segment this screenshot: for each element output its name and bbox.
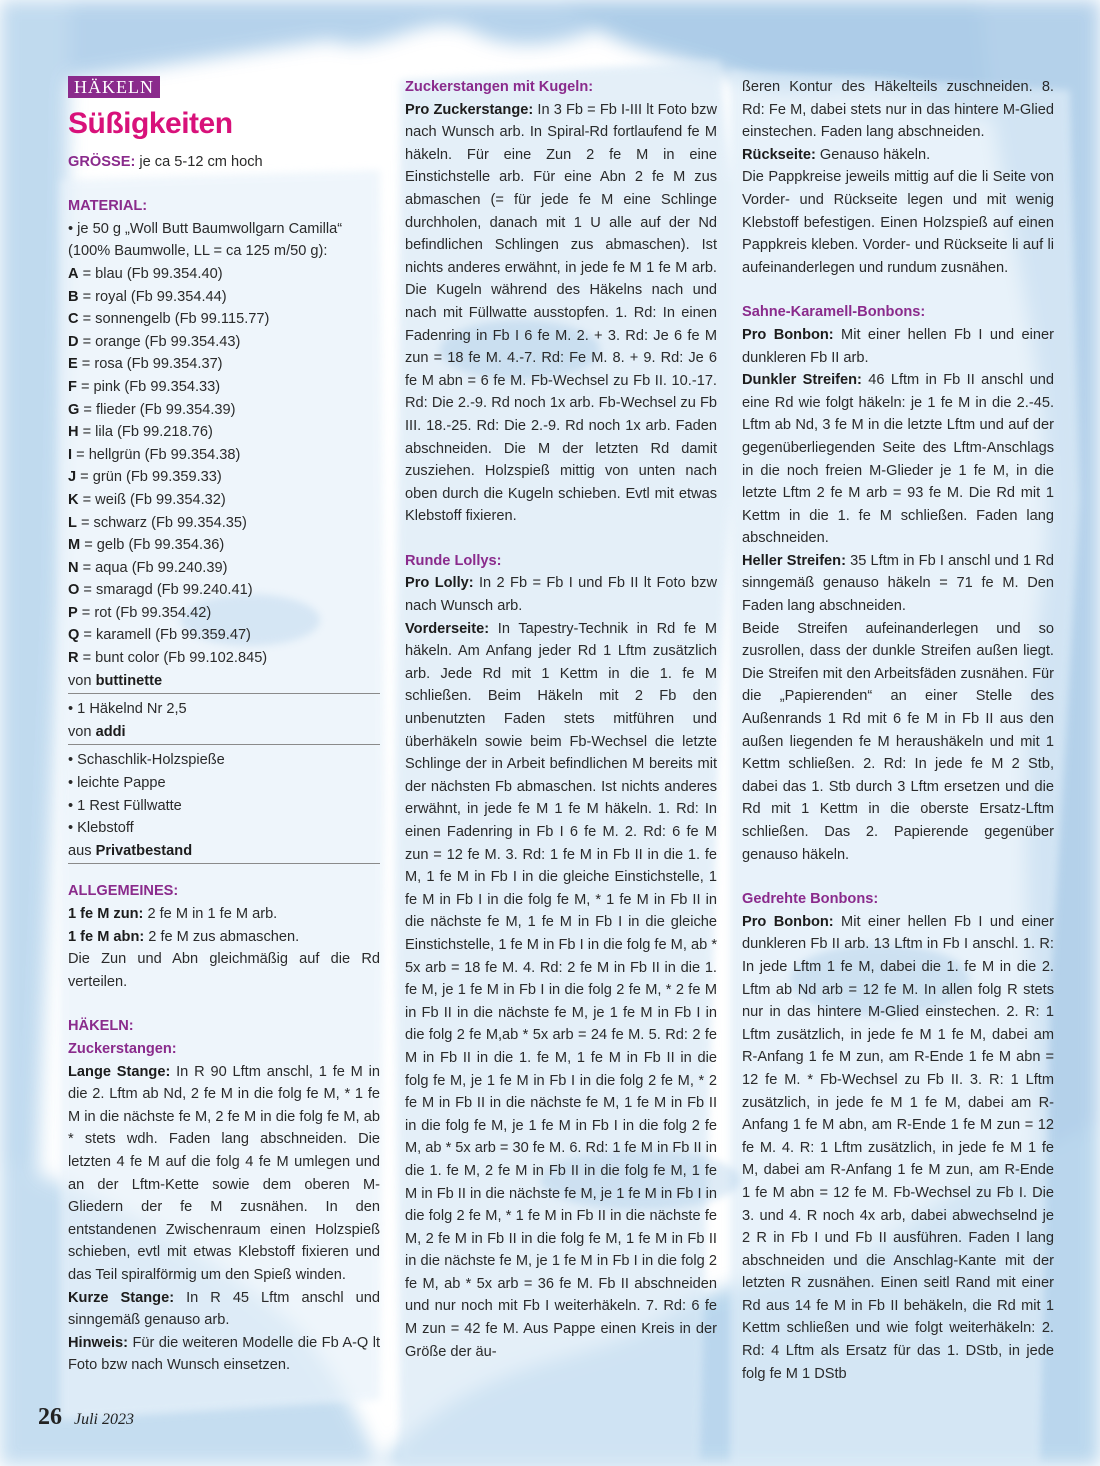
light-stripe-paragraph: Heller Streifen: 35 Lftm in Fb I anschl und 1 Rd sinngemäß genauso häkeln = 71 fe M. Den Faden lang abschneiden. bbox=[742, 552, 1055, 615]
color-item: G = flieder (Fb 99.354.39) bbox=[68, 401, 236, 418]
page-title: Süßigkeiten bbox=[68, 106, 233, 140]
column-middle bbox=[405, 76, 717, 1363]
abn-line: 1 fe M abn: 2 fe M zus abmaschen. bbox=[68, 928, 300, 945]
hook-line: • 1 Häkelnd Nr 2,5 bbox=[68, 701, 187, 718]
color-item: R = bunt color (Fb 99.102.845) bbox=[68, 650, 268, 667]
dark-stripe-paragraph: Dunkler Streifen: 46 Lftm in Fb II anschl und eine Rd wie folgt häkeln: je 1 fe M in die 2.-45. Lftm ab Nd, 3 fe M in die letzte Lftm und auf der gegenüberliegenden Seite des Lftm-Anschlags in die noch freien M-Glieder je 1 fe M, in die letzte Lftm 2 fe M arb = 93 fe M. Die Rd mit 1 Kettm in die 1. fe M schließen. Faden lang abschneiden. bbox=[742, 372, 1054, 547]
page-footer bbox=[38, 1404, 134, 1431]
back-paragraph: Rückseite: Genauso häkeln. bbox=[742, 146, 931, 163]
color-item: B = royal (Fb 99.354.44) bbox=[68, 288, 227, 305]
general-heading: ALLGEMEINES: bbox=[68, 883, 179, 900]
extra-item: • Schaschlik-Holzspieße bbox=[68, 752, 225, 769]
color-item: J = grün (Fb 99.359.33) bbox=[68, 469, 222, 486]
color-item: D = orange (Fb 99.354.43) bbox=[68, 333, 241, 350]
size-line: GRÖSSE: je ca 5-12 cm hoch bbox=[68, 153, 263, 170]
color-item: F = pink (Fb 99.354.33) bbox=[68, 378, 221, 395]
hint-paragraph: Hinweis: Für die weiteren Modelle die Fb A-Q lt Foto bzw nach Wunsch einsetzen. bbox=[68, 1334, 380, 1374]
color-item: A = blau (Fb 99.354.40) bbox=[68, 265, 223, 282]
vendor-privatbestand: aus Privatbestand bbox=[68, 840, 380, 865]
color-item: N = aqua (Fb 99.240.39) bbox=[68, 559, 228, 576]
color-item: E = rosa (Fb 99.354.37) bbox=[68, 356, 223, 373]
assembly-paragraph: Die Pappkreise jeweils mittig auf die li Seite von Vorder- und Rückseite legen und mit wenig Klebstoff befestigen. Einen Holzspieß auf einen Pappkreis kleben. Vorder- und Rückseite li auf li aufeinanderlegen und rundum zusnähen. bbox=[742, 169, 1054, 276]
color-item: M = gelb (Fb 99.354.36) bbox=[68, 537, 225, 554]
color-item: O = smaragd (Fb 99.240.41) bbox=[68, 582, 253, 599]
color-item: K = weiß (Fb 99.354.32) bbox=[68, 491, 226, 508]
material-intro: • je 50 g „Woll Butt Baumwollgarn Camilla“ (100% Baumwolle, LL = ca 125 m/50 g): bbox=[68, 220, 343, 260]
candycane-heading: Zuckerstangen: bbox=[68, 1040, 177, 1057]
column-right bbox=[742, 76, 1054, 1385]
extra-item: • Klebstoff bbox=[68, 820, 134, 837]
color-item: I = hellgrün (Fb 99.354.38) bbox=[68, 446, 241, 463]
balls-paragraph: Pro Zuckerstange: In 3 Fb = Fb I-III lt Foto bzw nach Wunsch arb. In Spiral-Rd fortlaufend fe M häkeln. Für eine Zun 2 fe M in eine Einstichstelle arb. Für eine Abn 2 fe M zus abmaschen (= für jede fe M eine Schlinge durchholen, danach mit 1 U alle auf der Nd befindlichen Schlingen zus abmaschen). Ist nichts anderes erwähnt, in jede fe M 1 fe M arb. Die Kugeln während des Häkelns nach und nach mit Füllwatte ausstopfen. 1. Rd: In einen Fadenring in Fb I 6 fe M. 2. + 3. Rd: Je 6 fe M zun = 18 fe M. 4.-7. Rd: Fe M. 8. + 9. Rd: Je 6 fe M abn = 6 fe M. Fb-Wechsel zu Fb II. 10.-17. Rd: Die 2.-9. Rd noch 1x arb. Fb-Wechsel zu Fb III. 18.-25. Rd: Die 2.-9. Rd noch 1x arb. Faden abschneiden. Die M der letzten Rd damit zusziehen. Holzspieß mittig von unten nach oben durch die Kugeln schieben. Evtl mit etwas Klebstoff fixieren. bbox=[405, 101, 717, 525]
color-item: P = rot (Fb 99.354.42) bbox=[68, 604, 212, 621]
vendor-buttinette: von buttinette bbox=[68, 670, 380, 695]
caramel-heading: Sahne-Karamell-Bonbons: bbox=[742, 304, 926, 321]
lolly-paragraph: Pro Lolly: In 2 Fb = Fb I und Fb II lt Foto bzw nach Wunsch arb. bbox=[405, 575, 717, 615]
material-heading: MATERIAL: bbox=[68, 198, 148, 215]
extra-item: • leichte Pappe bbox=[68, 775, 166, 792]
color-list bbox=[68, 263, 380, 670]
vendor-addi: von addi bbox=[68, 721, 380, 746]
twisted-paragraph: Pro Bonbon: Mit einer hellen Fb I und einer dunkleren Fb II arb. 13 Lftm in Fb I anschl. 1. R: In jede Lftm 1 fe M, dabei die 1. fe M in die 2. Lftm ab Nd arb = 12 fe M. In allen folg R stets nur in das hintere M-Glied einstechen. 2. R: 1 Lftm zusätzlich, in jede fe M 1 fe M, dabei am R-Anfang 1 fe M zun, am R-Ende 1 fe M abn = 12 fe M. * Fb-Wechsel zu Fb II. 3. R: 1 Lftm zusätzlich, in jede fe M 1 fe M, dabei am R-Anfang 1 fe M abn, am R-Ende 1 fe M zun = 12 fe M. 4. R: 1 Lftm zusätzlich, in jede fe M 1 fe M, dabei am R-Anfang 1 fe M zun, am R-Ende 1 fe M abn = 12 fe M. Fb-Wechsel zu Fb I. Die 3. und 4. R noch 4x arb, dabei abwechselnd je 2 R in Fb I und Fb II ausführen. Faden I lang abschneiden und die Anschlag-Kante mit der letzten R zusnähen. Einen seitl Rand mit einer Rd aus 14 fe M in Fb II behäkeln, die Rd mit 1 Kettm schließen und wie folgt weiterhäkeln: 2. Rd: 4 Lftm als Ersatz für das 1. DStb, in jede folg fe M 1 DStb bbox=[742, 913, 1054, 1382]
crochet-heading: HÄKELN: bbox=[68, 1018, 134, 1035]
page-number: 26 bbox=[38, 1404, 62, 1430]
caramel-paragraph: Pro Bonbon: Mit einer hellen Fb I und einer dunkleren Fb II arb. bbox=[742, 326, 1054, 366]
long-cane-paragraph: Lange Stange: In R 90 Lftm anschl, 1 fe M in die 2. Lftm ab Nd, 2 fe M in die folg fe M, * 1 fe M in die nächste fe M, 2 fe M in die folg fe M, ab * stets wdh. Faden lang abschneiden. Die letzten 4 fe M auf die folg 4 fe M umlegen und an der Lftm-Kette sowie dem oberen M-Gliedern der fe M zusnähen. In den entstandenen Zwischenraum einen Holzspieß schieben, evtl mit etwas Klebstoff fixieren und das Teil spiralförmig um den Spieß winden. bbox=[68, 1063, 381, 1283]
continued-paragraph: ßeren Kontur des Häkelteils zuschneiden. 8. Rd: Fe M, dabei stets nur in das hintere M-Glied einstechen. Faden lang abschneiden. bbox=[742, 79, 1054, 141]
category-label: HÄKELN bbox=[68, 76, 160, 98]
general-text: Die Zun und Abn gleichmäßig auf die Rd verteilen. bbox=[68, 951, 380, 990]
lolly-heading: Runde Lollys: bbox=[405, 552, 502, 569]
color-item: H = lila (Fb 99.218.76) bbox=[68, 424, 213, 441]
column-left bbox=[68, 76, 380, 1377]
roll-paragraph: Beide Streifen aufeinanderlegen und so zusrollen, dass der dunkle Streifen außen liegt. Die Streifen mit den Arbeitsfäden zusnähen. Für die „Papierenden“ an einer Stelle des Außenrands 1 Rd mit 6 fe M in Fb II aus den außen liegenden fe M heraushäkeln und mit 1 Kettm schließen. 2. Rd: In jede fe M 2 Stb, dabei das 1. Stb durch 3 Lftm ersetzen und die Rd mit 1 Kettm in die oberste Ersatz-Lftm schließen. Das 2. Papierende gegenüber genauso häkeln. bbox=[742, 620, 1054, 863]
front-paragraph: Vorderseite: In Tapestry-Technik in Rd fe M häkeln. Am Anfang jeder Rd 1 Lftm zusätzlich arb. Jede Rd mit 1 Kettm in die 1. fe M schließen. Beim Häkeln mit 2 Fb den unbenutzten Faden stets mitführen und überhäkeln sowie beim Fb-Wechsel die letzte Schlinge der in Arbeit befindlichen M bereits mit der nächsten Fb abmaschen. Ist nichts anderes erwähnt, in jede fe M 1 fe M häkeln. 1. Rd: In einen Fadenring in Fb I 6 fe M. 2. Rd: 6 fe M zun = 12 fe M. 3. Rd: 1 fe M in Fb II in die 1. fe M, 1 fe M in Fb I in die gleiche Einstichstelle, 1 fe M in Fb I in die folg fe M, * 1 fe M in Fb II in die nächste fe M, 1 fe M in Fb I in die gleiche Einstichstelle, 1 fe M in Fb I in die folg fe M, ab * 5x arb = 18 fe M. 4. Rd: 2 fe M in Fb II in die 1. fe M, je 1 fe M in Fb I in die folg 2 fe M, * 2 fe M in Fb II in die nächste fe M, je 1 fe M in Fb I in die folg 2 fe M,ab * 5x arb = 24 fe M. 5. Rd: 2 fe M in Fb II in die 1. fe M, 1 fe M in Fb II in die folg fe M, je 1 fe M in Fb I in die folg 2 fe M, * 2 fe M in Fb II in die nächste fe M, 1 fe M in Fb II in die folg fe M, je 1 fe M in Fb I in die folg 2 fe M, ab * 5x arb = 30 fe M. 6. Rd: 1 fe M in Fb II in die 1. fe M, 2 fe M in Fb II in die folg fe M, 1 fe M in Fb II in die nächste fe M, je 1 fe M in Fb I in die folg 2 fe M, * 1 fe M in Fb II in die nächste fe M, 2 fe M in Fb II in die folg fe M, 1 fe M in Fb II in die nächste fe M, je 1 fe M in Fb I in die folg 2 fe M, ab * 5x arb = 36 fe M. Fb II abschneiden und nur noch mit Fb I weiterhäkeln. 7. Rd: 6 fe M zun = 42 fe M. Aus Pappe einen Kreis in der Größe der äu- bbox=[405, 620, 717, 1360]
twisted-heading: Gedrehte Bonbons: bbox=[742, 891, 879, 908]
color-item: C = sonnengelb (Fb 99.115.77) bbox=[68, 311, 270, 328]
zun-line: 1 fe M zun: 2 fe M in 1 fe M arb. bbox=[68, 906, 278, 922]
short-cane-paragraph: Kurze Stange: In R 45 Lftm anschl und sinngemäß genauso arb. bbox=[68, 1289, 380, 1329]
balls-heading: Zuckerstangen mit Kugeln: bbox=[405, 79, 594, 95]
extra-item: • 1 Rest Füllwatte bbox=[68, 797, 182, 814]
issue-date: Juli 2023 bbox=[74, 1411, 134, 1428]
color-item: Q = karamell (Fb 99.359.47) bbox=[68, 627, 251, 644]
color-item: L = schwarz (Fb 99.354.35) bbox=[68, 514, 247, 531]
